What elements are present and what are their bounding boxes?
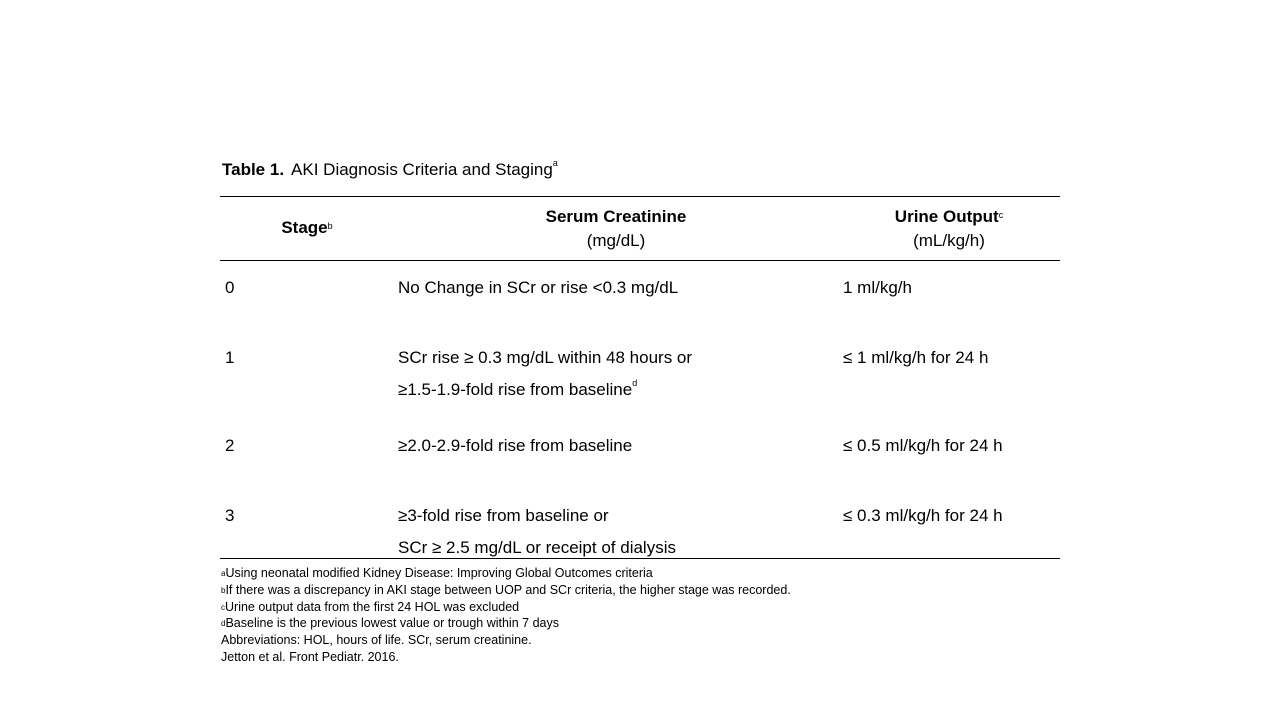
row-scr-line2: SCr ≥ 2.5 mg/dL or receipt of dialysis [398,538,676,557]
header-uop-unit: (mL/kg/h) [913,231,985,250]
header-rule [220,260,1060,261]
row-scr: SCr rise ≥ 0.3 mg/dL within 48 hours or [398,348,693,367]
footnote-d: $^d$Baseline is the previous lowest value or trough within 7 days [221,616,559,630]
row-uop: 1 ml/kg/h [843,278,912,297]
row-scr: No Change in SCr or rise <0.3 mg/dL [398,278,679,297]
row-uop: ≤ 0.5 ml/kg/h for 24 h [843,436,1003,455]
row-stage: 1 [225,348,235,367]
row-scr: ≥3-fold rise from baseline or [398,506,609,525]
footnote-c: $^c$Urine output data from the first 24 HOL was excluded [221,600,520,614]
header-scr-unit: (mg/dL) [586,231,646,250]
row-stage: 0 [225,278,235,297]
footnote-a: $^a$Using neonatal modified Kidney Disease: Improving Global Outcomes criteria [221,566,653,580]
top-rule [220,196,1060,197]
header-serum-creatinine [466,205,766,253]
row-scr-line2: ≥1.5-1.9-fold rise from baseline$^d$ [398,378,638,399]
row-uop: ≤ 0.3 ml/kg/h for 24 h [843,506,1003,525]
row-uop: ≤ 1 ml/kg/h for 24 h [843,348,989,367]
footnote-b: $^b$If there was a discrepancy in AKI stage between UOP and SCr criteria, the higher stage was recorded. [221,583,791,597]
table-label: Table 1. [222,160,285,179]
header-stage-label: Stage [281,218,328,237]
table-title [222,160,558,180]
header-stage [240,216,374,240]
header-urine-output [848,205,1050,253]
footnote-citation: Jetton et al. Front Pediatr. 2016. [221,650,399,664]
header-scr-label: Serum Creatinine [545,207,687,226]
footnote-abbreviations: Abbreviations: HOL, hours of life. SCr, serum creatinine. [221,633,532,647]
title-footnote-mark: a [552,158,558,168]
row-scr: ≥2.0-2.9-fold rise from baseline [398,436,633,455]
bottom-rule [220,558,1060,559]
row-stage: 3 [225,506,235,525]
baseline-footnote-mark: d [632,378,638,388]
header-uop-label: Urine Output [894,207,999,226]
table-title-text: AKI Diagnosis Criteria and Staging [291,160,553,179]
header-uop-footnote-mark: c [998,210,1004,220]
row-stage: 2 [225,436,235,455]
header-stage-footnote-mark: b [327,221,333,231]
